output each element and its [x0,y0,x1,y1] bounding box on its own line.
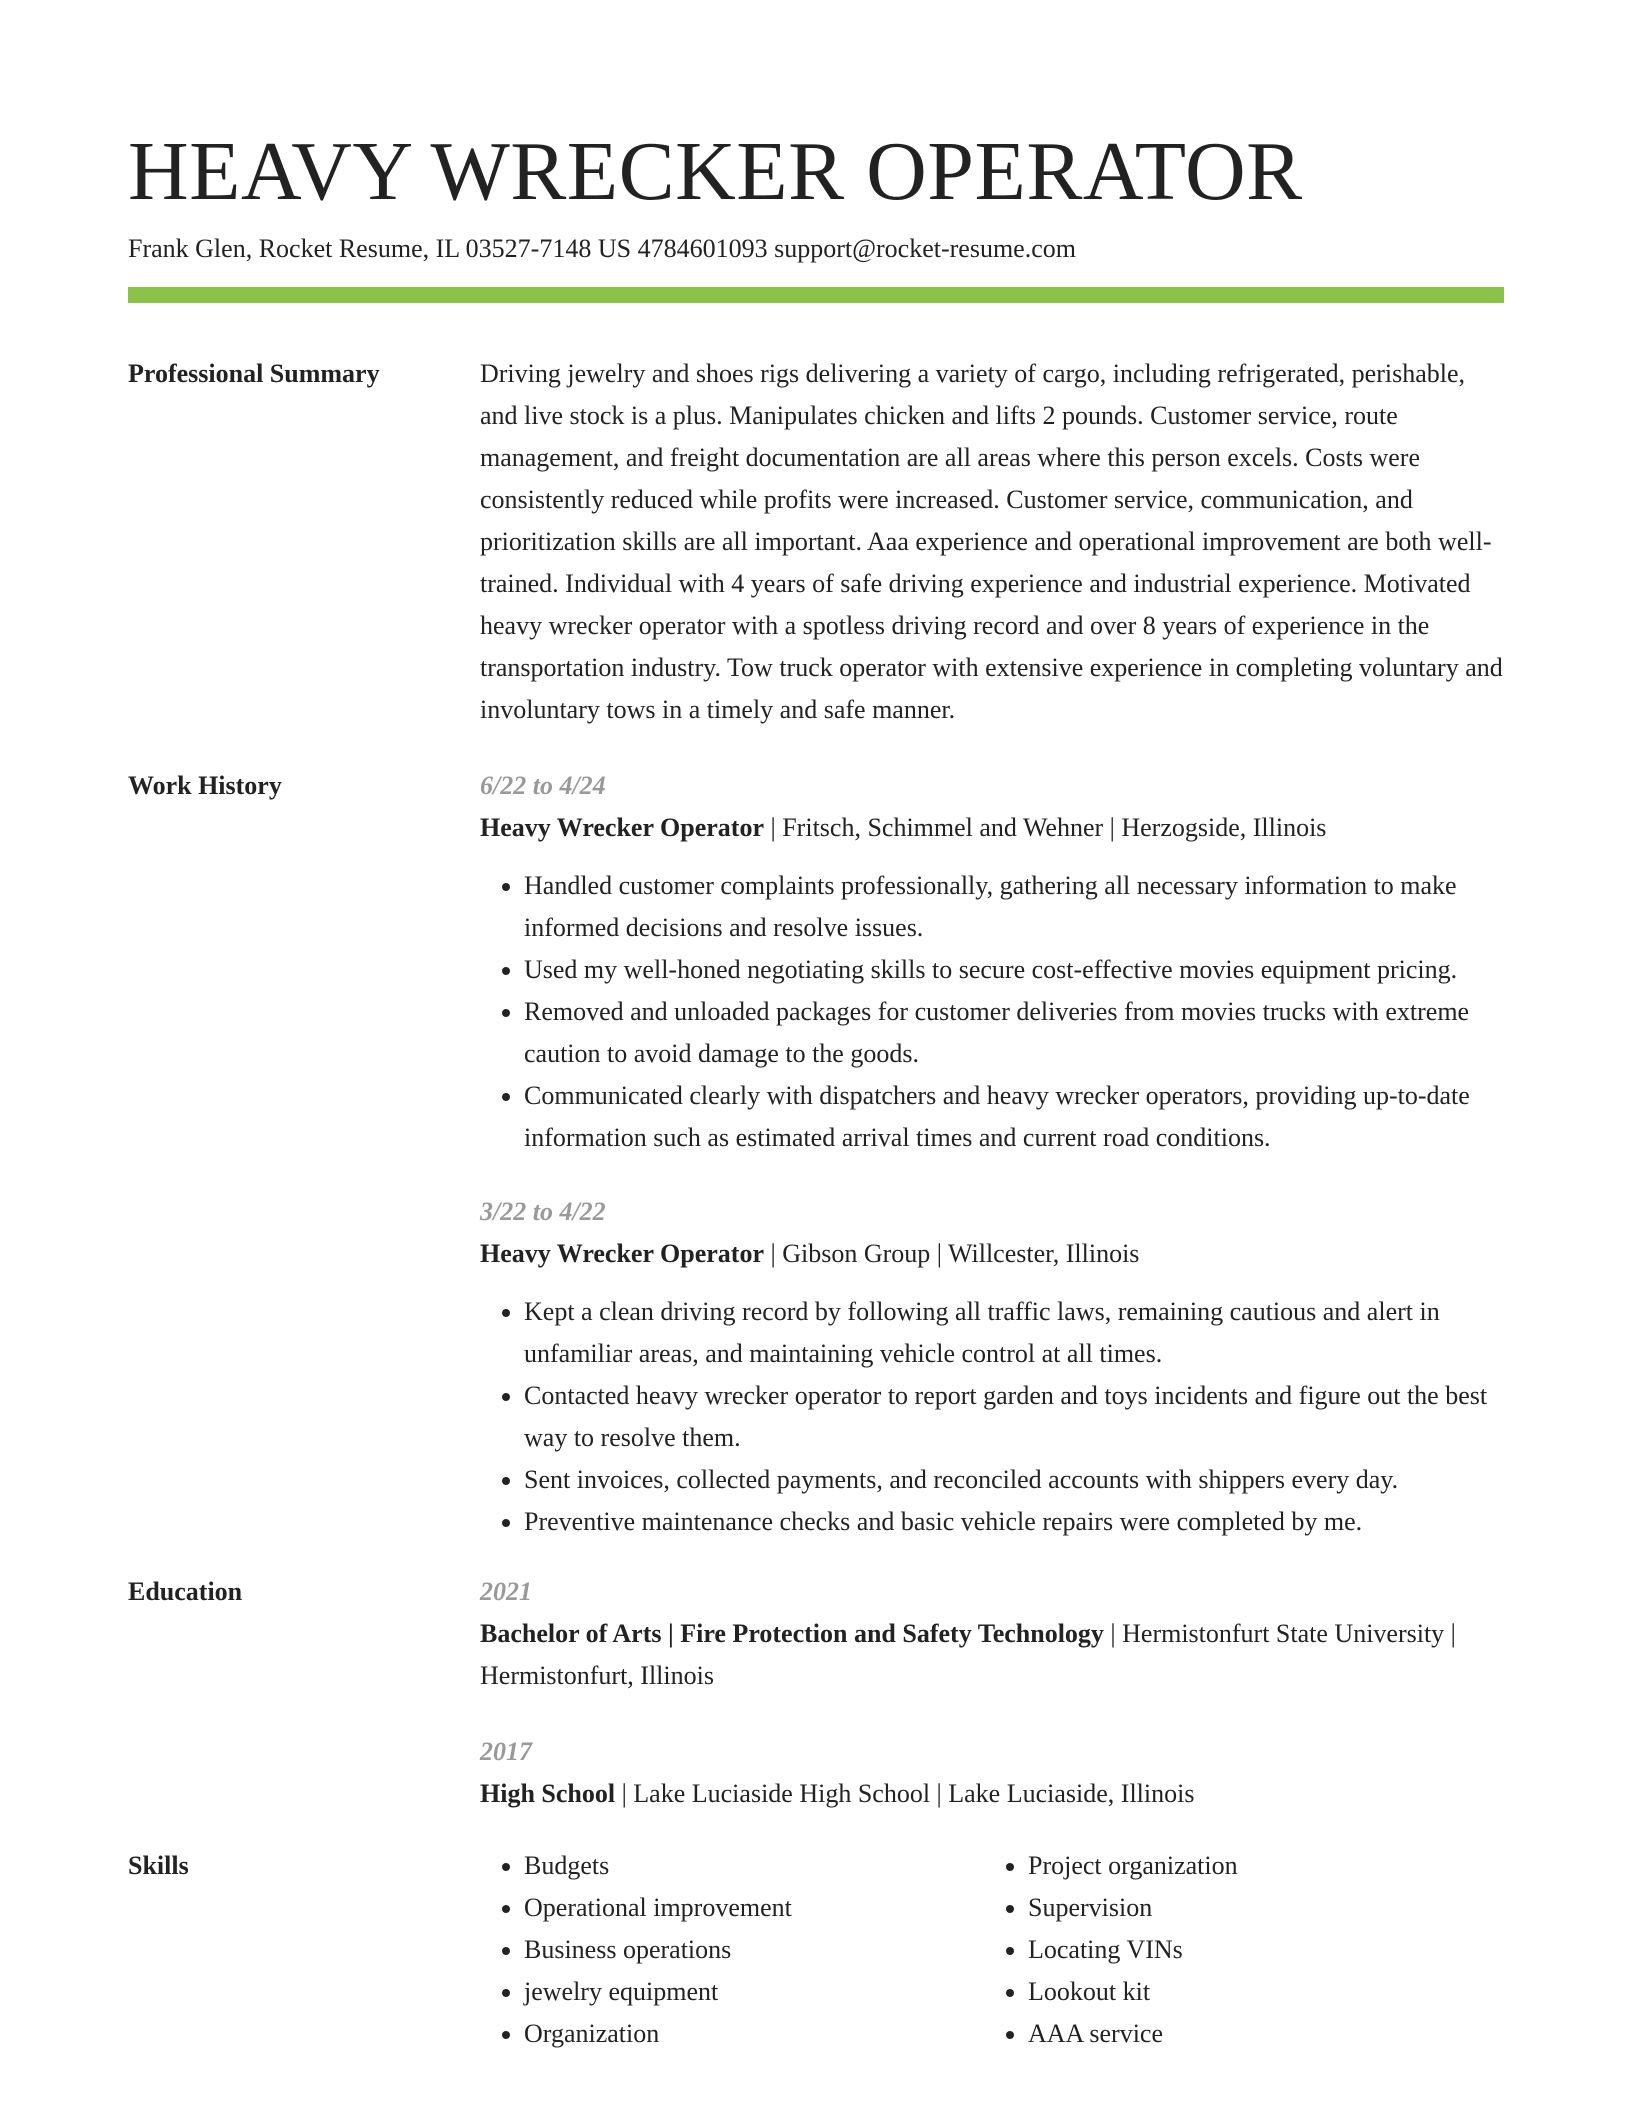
list-item: • Budgets [524,1845,984,1887]
job-bullets [480,1291,1504,1543]
job-role-line [480,807,1504,849]
education-entry [480,1571,1504,1697]
accent-divider [128,287,1504,303]
job-role-line [480,1233,1504,1275]
list-item: • Locating VINs [1028,1929,1488,1971]
list-item: • Operational improvement [524,1887,984,1929]
job-employer: | Fritsch, Schimmel and Wehner | Herzogside, Illinois [764,813,1327,842]
list-item: • Lookout kit [1028,1971,1488,2013]
job-bullets [480,865,1504,1159]
education-heading: Education [128,1577,243,1606]
list-item: • Preventive maintenance checks and basic vehicle repairs were completed by me. [524,1501,1504,1543]
list-item: • Sent invoices, collected payments, and reconciled accounts with shippers every day. [524,1459,1504,1501]
work-history-body [480,765,1504,1543]
list-item: • Kept a clean driving record by following all traffic laws, remaining cautious and alert in unfamiliar areas, and maintaining vehicle control at all times. [524,1291,1504,1375]
job-title: Heavy Wrecker Operator [480,1239,765,1268]
resume-page [128,0,1504,2055]
list-item: • Communicated clearly with dispatchers and heavy wrecker operators, providing up-to-date information such as estimated arrival times and current road conditions. [524,1075,1504,1159]
education-school: | Hermistonfurt State University | Hermistonfurt, Illinois [480,1619,1456,1690]
resume-title: HEAVY WRECKER OPERATOR [128,125,1303,218]
work-history-section [128,765,1504,1543]
job-dates: 6/22 to 4/24 [480,771,606,800]
summary-heading: Professional Summary [128,359,380,388]
education-year: 2017 [480,1737,532,1766]
job-entry [480,765,1504,1159]
skills-list-right [984,1845,1488,2055]
education-degree: Bachelor of Arts | Fire Protection and Safety Technology [480,1619,1104,1648]
work-history-heading: Work History [128,771,282,800]
job-dates: 3/22 to 4/22 [480,1197,606,1226]
list-item: • Business operations [524,1929,984,1971]
education-line [480,1773,1504,1815]
education-section [128,1571,1504,1815]
list-item: • Organization [524,2013,984,2055]
list-item: • Project organization [1028,1845,1488,1887]
summary-text: Driving jewelry and shoes rigs delivering a variety of cargo, including refrigerated, perishable, and live stock is a plus. Manipulates chicken and lifts 2 pounds. Customer service, route management, and freight documentation are all areas where this person excels. Costs were consistently reduced while profits were increased. Customer service, communication, and prioritization skills are all important. Aaa experience and operational improvement are both well-trained. Individual with 4 years of safe driving experience and industrial experience. Motivated heavy wrecker operator with a spotless driving record and over 8 years of experience in the transportation industry. Tow truck operator with extensive experience in completing voluntary and involuntary tows in a timely and safe manner. [480,359,1503,724]
skills-list-left [480,1845,984,2055]
education-body [480,1571,1504,1815]
list-item: • Supervision [1028,1887,1488,1929]
education-line [480,1613,1504,1697]
education-school: | Lake Luciaside High School | Lake Luciaside, Illinois [615,1779,1195,1808]
summary-section [128,353,1504,731]
list-item: • Contacted heavy wrecker operator to report garden and toys incidents and figure out the best way to resolve them. [524,1375,1504,1459]
list-item: • AAA service [1028,2013,1488,2055]
skills-section [128,1845,1504,2055]
skills-heading: Skills [128,1851,189,1880]
list-item: • Used my well-honed negotiating skills to secure cost-effective movies equipment pricing. [524,949,1504,991]
list-item: • Handled customer complaints professionally, gathering all necessary information to make informed decisions and resolve issues. [524,865,1504,949]
skills-grid [480,1845,1504,2055]
job-entry [480,1191,1504,1543]
education-degree: High School [480,1779,616,1808]
list-item: • jewelry equipment [524,1971,984,2013]
contact-line: Frank Glen, Rocket Resume, IL 03527-7148 US 4784601093 support@rocket-resume.com [128,234,1076,263]
job-title: Heavy Wrecker Operator [480,813,765,842]
job-employer: | Gibson Group | Willcester, Illinois [764,1239,1140,1268]
education-year: 2021 [480,1577,532,1606]
list-item: • Removed and unloaded packages for customer deliveries from movies trucks with extreme caution to avoid damage to the goods. [524,991,1504,1075]
skills-body [480,1845,1504,2055]
education-entry [480,1731,1504,1815]
